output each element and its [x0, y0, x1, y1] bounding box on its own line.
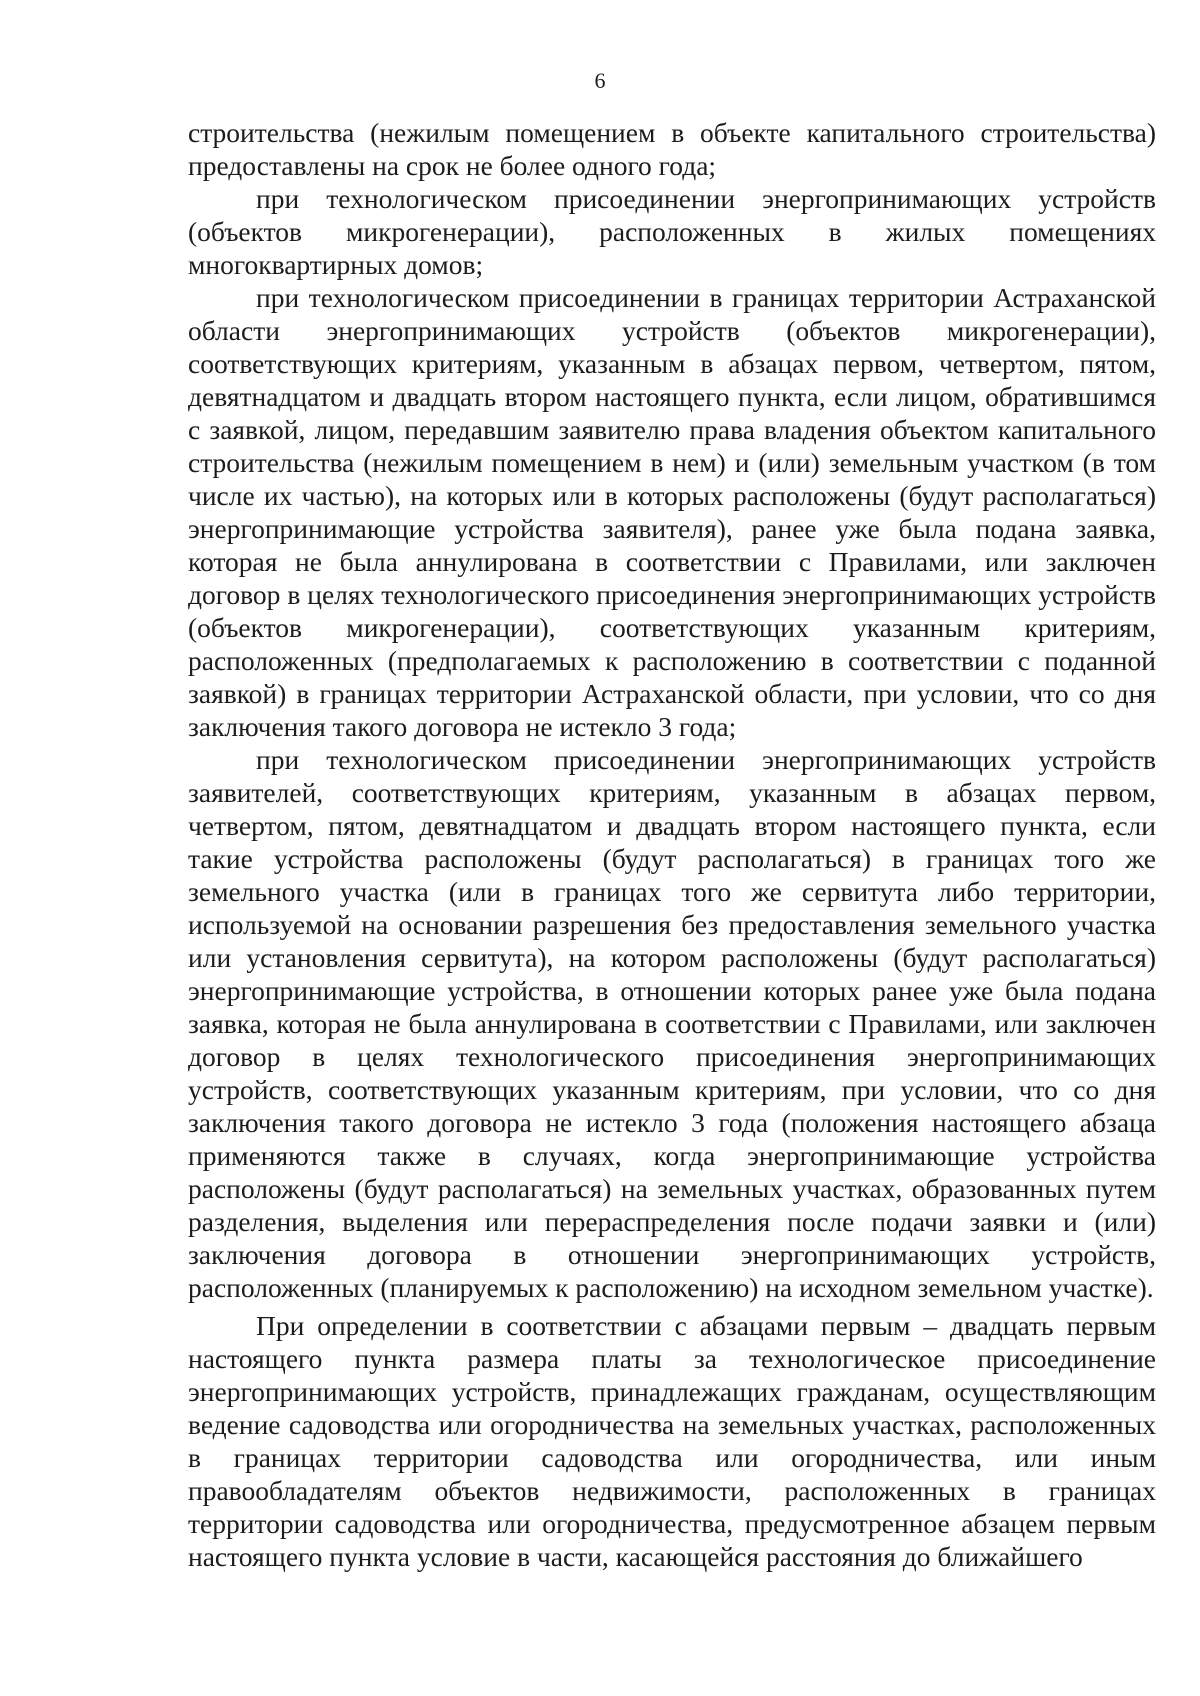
paragraph-same-land-plot: при технологическом присоединении энергопринимающих устройств заявителей, соответствующих критериям, указанным в абзацах первом, четвертом, пятом, девятнадцатом и двадцать втором настоящего пункта, если такие устройства расположены (будут располагаться) в границах того же земельного участка (или в границах того же сервитута либо территории, используемой на основании разрешения без предоставления земельного участка или установления сервитута), на котором расположены (будут располагаться) энергопринимающие устройства, в отношении которых ранее уже была подана заявка, которая не была аннулирована в соответствии с Правилами, или заключен договор в целях технологического присоединения энергопринимающих устройств, соответствующих указанным критериям, при условии, что со дня заключения такого договора не истекло 3 года (положения настоящего абзаца применяются также в случаях, когда энергопринимающие устройства расположены (будут располагаться) на земельных участках, образованных путем разделения, выделения или перераспределения после подачи заявки и (или) заключения договора в отношении энергопринимающих устройств, расположенных (планируемых к расположению) на исходном земельном участке).	[188, 744, 1156, 1303]
paragraph-continuation: строительства (нежилым помещением в объекте капитального строительства) предоставлены на срок не более одного года;	[188, 117, 1156, 181]
document-body	[188, 116, 1156, 1573]
paragraph-gardening: При определении в соответствии с абзацами первым – двадцать первым настоящего пункта размера платы за технологическое присоединение энергопринимающих устройств, принадлежащих гражданам, осуществляющим ведение садоводства или огородничества на земельных участках, расположенных в границах территории садоводства или огородничества, или иным правообладателям объектов недвижимости, расположенных в границах территории садоводства или огородничества, предусмотренное абзацем первым настоящего пункта условие в части, касающейся расстояния до ближайшего	[188, 1310, 1156, 1572]
paragraph-multiapartment: при технологическом присоединении энергопринимающих устройств (объектов микрогенерации), расположенных в жилых помещениях многоквартирных домов;	[188, 183, 1156, 280]
paragraph-astrakhan-region: при технологическом присоединении в границах территории Астраханской области энергопринимающих устройств (объектов микрогенерации), соответствующих критериям, указанным в абзацах первом, четвертом, пятом, девятнадцатом и двадцать втором настоящего пункта, если лицом, обратившимся с заявкой, лицом, передавшим заявителю права владения объектом капитального строительства (нежилым помещением в нем) и (или) земельным участком (в том числе их частью), на которых или в которых расположены (будут располагаться) энергопринимающие устройства заявителя), ранее уже была подана заявка, которая не была аннулирована в соответствии с Правилами, или заключен договор в целях технологического присоединения энергопринимающих устройств (объектов микрогенерации), соответствующих указанным критериям, расположенных (предполагаемых к расположению в соответствии с поданной заявкой) в границах территории Астраханской области, при условии, что со дня заключения такого договора не истекло 3 года;	[188, 282, 1156, 742]
page-number: 6	[594, 68, 606, 93]
